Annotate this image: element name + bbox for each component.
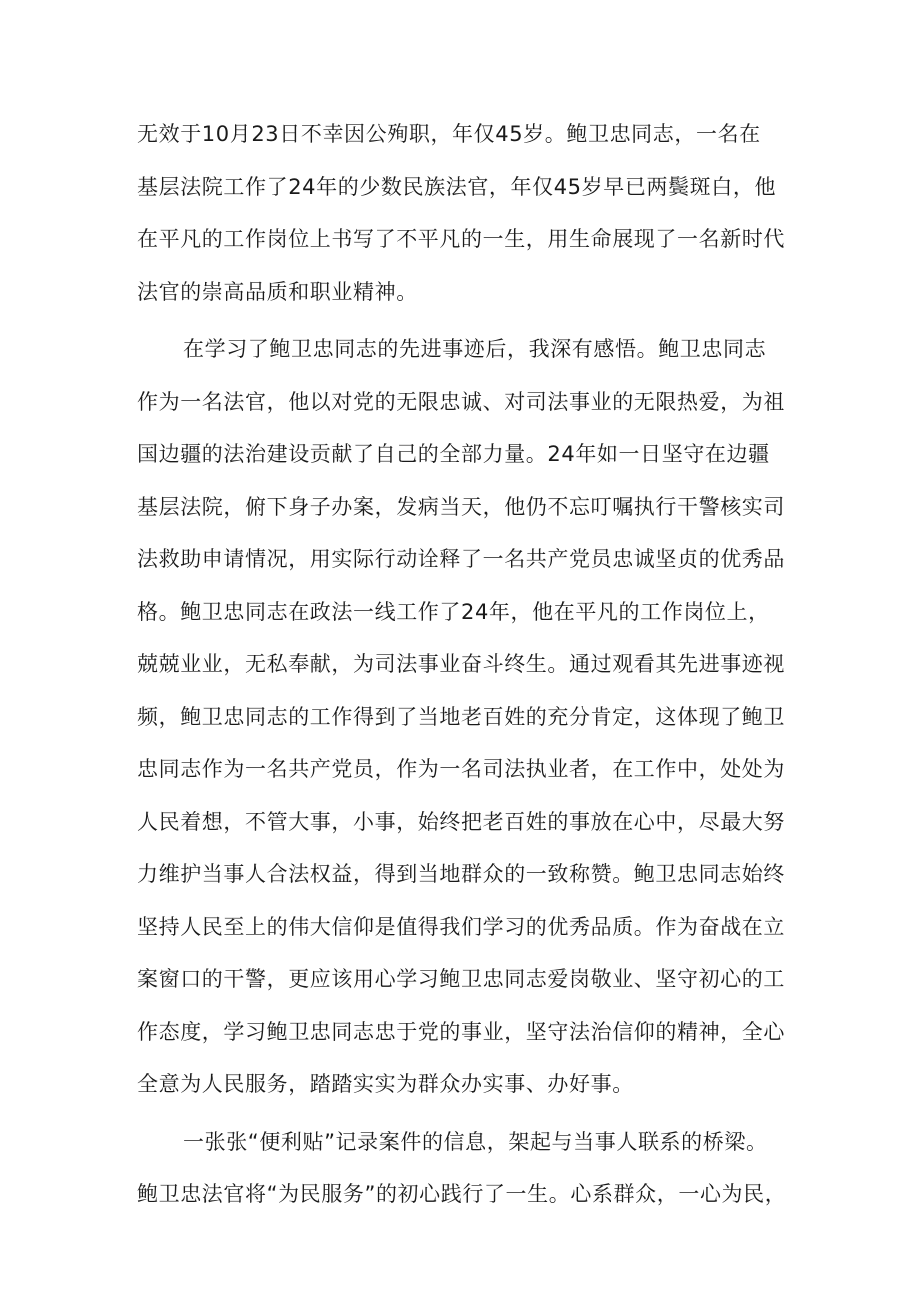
text-line: 法救助申请情况，用实际行动诠释了一名共产党员忠诚坚贞的优秀品: [137, 547, 785, 571]
text-line: 鲍卫忠法官将“为民服务”的初心践行了一生。心系群众，一心为民，: [137, 1182, 787, 1206]
text-line: 国边疆的法治建设贡献了自己的全部力量。24年如一日坚守在边疆: [137, 442, 770, 466]
paragraph-1: [137, 108, 787, 318]
text-line: 基层法院工作了24年的少数民族法官，年仅45岁早已两鬓斑白，他: [137, 174, 777, 199]
paragraph-3: [137, 1116, 787, 1221]
text-line: 作为一名法官，他以对党的无限忠诚、对司法事业的无限热爱，为祖: [137, 389, 785, 414]
paragraph-2: [137, 323, 787, 1111]
text-line: 频，鲍卫忠同志的工作得到了当地老百姓的充分肯定，这体现了鲍卫: [137, 704, 785, 729]
text-line: 格。鲍卫忠同志在政法一线工作了24年，他在平凡的工作岗位上，: [137, 599, 770, 624]
text-line: 坚持人民至上的伟大信仰是值得我们学习的优秀品质。作为奋战在立: [137, 914, 785, 939]
text-line: 作态度，学习鲍卫忠同志忠于党的事业，坚守法治信仰的精神，全心: [137, 1019, 785, 1044]
text-line: 法官的崇高品质和职业精神。: [137, 279, 418, 304]
text-line: 人民着想，不管大事，小事，始终把老百姓的事放在心中，尽最大努: [137, 809, 785, 834]
text-line: 基层法院，俯下身子办案，发病当天，他仍不忘叮嘱执行干警核实司: [137, 494, 785, 519]
text-line: 力维护当事人合法权益，得到当地群众的一致称赞。鲍卫忠同志始终: [137, 862, 785, 886]
text-line: 兢兢业业，无私奉献，为司法事业奋斗终生。通过观看其先进事迹视: [137, 652, 785, 676]
text-line: 一张张“便利贴”记录案件的信息，架起与当事人联系的桥梁。: [183, 1129, 768, 1154]
text-line: 在学习了鲍卫忠同志的先进事迹后，我深有感悟。鲍卫忠同志: [183, 337, 767, 361]
document-body: [137, 108, 787, 1221]
text-line: 忠同志作为一名共产党员，作为一名司法执业者，在工作中，处处为: [137, 757, 785, 781]
text-line: 无效于10月23日不幸因公殉职，年仅45岁。鲍卫忠同志，一名在: [137, 122, 761, 146]
text-line: 在平凡的工作岗位上书写了不平凡的一生，用生命展现了一名新时代: [137, 227, 785, 251]
text-line: 案窗口的干警，更应该用心学习鲍卫忠同志爱岗敬业、坚守初心的工: [137, 967, 785, 991]
text-line: 全意为人民服务，踏踏实实为群众办实事、办好事。: [137, 1072, 634, 1096]
